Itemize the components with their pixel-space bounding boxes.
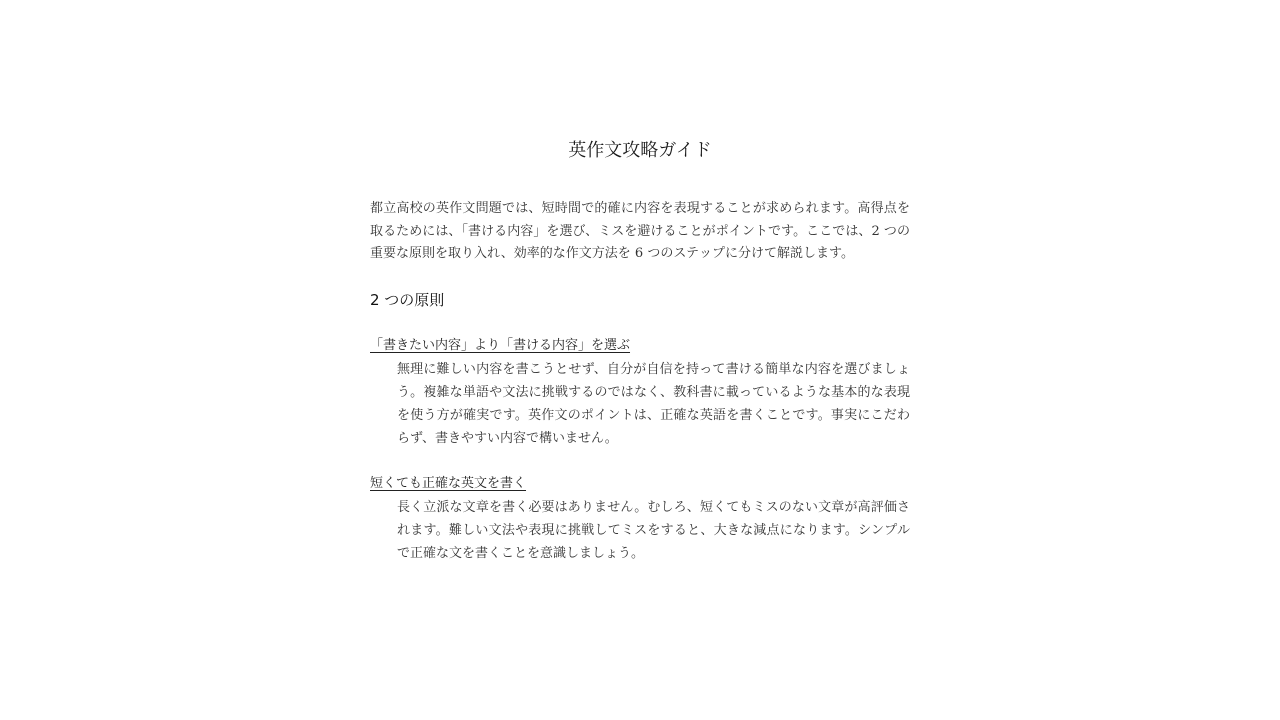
- principle-title: 短くても正確な英文を書く: [370, 475, 527, 491]
- document-title: 英作文攻略ガイド: [568, 140, 712, 161]
- principle-item: [370, 334, 910, 450]
- intro-paragraph: 都立高校の英作文問題では、短時間で的確に内容を表現することが求められます。高得点を取るためには、「書ける内容」を選び、ミスを避けることがポイントです。ここでは、2 つの重要な原則を取り入れ、効率的な作文方法を 6 つのステップに分けて解説します。: [370, 201, 910, 261]
- document-page: [370, 138, 910, 565]
- principle-body: 無理に難しい内容を書こうとせず、自分が自信を持って書ける簡単な内容を選びましょう。複雑な単語や文法に挑戦するのではなく、教科書に載っているような基本的な表現を使う方が確実です。英作文のポイントは、正確な英語を書くことです。事実にこだわらず、書きやすい内容で構いません。: [397, 361, 910, 446]
- principle-item: [370, 472, 910, 565]
- principle-body: 長く立派な文章を書く必要はありません。むしろ、短くてもミスのない文章が高評価されます。難しい文法や表現に挑戦してミスをすると、大きな減点になります。シンプルで正確な文を書くことを意識しましょう。: [397, 499, 910, 561]
- section-heading-principles: 2 つの原則: [370, 290, 445, 309]
- principle-title: 「書きたい内容」より「書ける内容」を選ぶ: [370, 337, 631, 353]
